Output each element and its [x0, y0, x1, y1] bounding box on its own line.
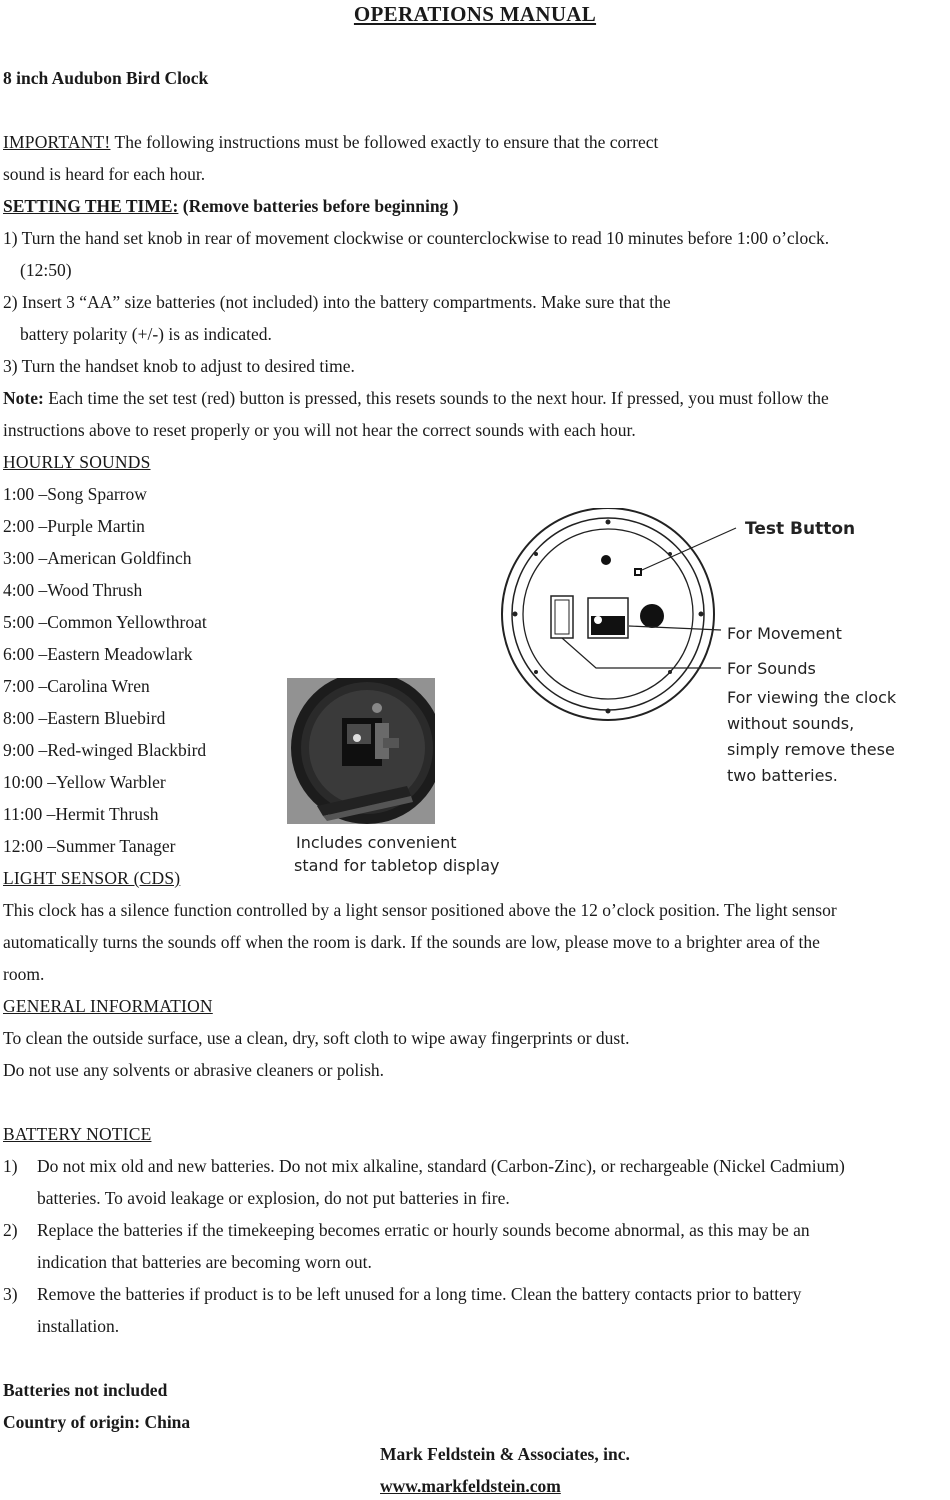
setting-time-heading: SETTING THE TIME: [3, 196, 179, 216]
light-sensor-line-1: This clock has a silence function controlled by a light sensor positioned above the 12 o’clock position. The light sensor [3, 900, 837, 920]
battery-item-number: 2) [3, 1220, 18, 1240]
viewing-note-4: two batteries. [727, 766, 838, 785]
hourly-sound-item: 5:00 –Common Yellowthroat [3, 612, 207, 632]
test-button-label: Test Button [745, 519, 856, 539]
hourly-sound-item: 10:00 –Yellow Warbler [3, 772, 166, 792]
note-text-2: instructions above to reset properly or you will not hear the correct sounds with each hour. [3, 420, 636, 440]
company-website-link[interactable]: www.markfeldstein.com [380, 1476, 561, 1496]
hourly-sound-item: 7:00 –Carolina Wren [3, 676, 150, 696]
photo-caption-1: Includes convenient [296, 833, 457, 852]
important-text-1: The following instructions must be followed exactly to ensure that the correct [110, 132, 659, 152]
battery-item-number: 3) [3, 1284, 18, 1304]
country-of-origin: Country of origin: China [3, 1412, 191, 1432]
setting-step-2a: 2) Insert 3 “AA” size batteries (not included) into the battery compartments. Make sure that the [3, 292, 671, 312]
important-line-1 [3, 131, 658, 153]
hourly-sound-item: 8:00 –Eastern Bluebird [3, 708, 166, 728]
product-name: 8 inch Audubon Bird Clock [3, 68, 209, 88]
important-label: IMPORTANT! [3, 132, 111, 152]
company-name: Mark Feldstein & Associates, inc. [380, 1444, 630, 1464]
viewing-note-1: For viewing the clock [727, 688, 897, 707]
battery-item-line-1: Do not mix old and new batteries. Do not mix alkaline, standard (Carbon-Zinc), or rechargeable (Nickel Cadmium) [37, 1156, 845, 1176]
battery-item-line-2: installation. [37, 1316, 120, 1336]
battery-item-line-2: batteries. To avoid leakage or explosion, do not put batteries in fire. [37, 1188, 510, 1208]
viewing-note-3: simply remove these [727, 740, 895, 759]
hourly-sound-item: 9:00 –Red-winged Blackbird [3, 740, 207, 760]
setting-step-2b: battery polarity (+/-) is as indicated. [20, 324, 272, 344]
hourly-sound-item: 12:00 –Summer Tanager [3, 836, 176, 856]
hourly-sound-item: 2:00 –Purple Martin [3, 516, 145, 536]
light-sensor-line-2: automatically turns the sounds off when the room is dark. If the sounds are low, please move to a brighter area of the [3, 932, 820, 952]
hourly-sound-item: 11:00 –Hermit Thrush [3, 804, 159, 824]
battery-item-line-2: indication that batteries are becoming worn out. [37, 1252, 372, 1272]
hourly-sound-item: 1:00 –Song Sparrow [3, 484, 147, 504]
note-label: Note: [3, 388, 44, 408]
battery-notice-heading: BATTERY NOTICE [3, 1124, 152, 1144]
for-sounds-label: For Sounds [727, 659, 816, 678]
viewing-note-2: without sounds, [727, 714, 855, 733]
hourly-sound-item: 6:00 –Eastern Meadowlark [3, 644, 193, 664]
setting-time-heading-line [3, 195, 459, 217]
battery-item-number: 1) [3, 1156, 18, 1176]
setting-step-3: 3) Turn the handset knob to adjust to desired time. [3, 356, 355, 376]
note-line-1 [3, 387, 829, 409]
setting-step-1b: (12:50) [20, 260, 72, 280]
batteries-not-included: Batteries not included [3, 1380, 168, 1400]
general-info-heading: GENERAL INFORMATION [3, 996, 213, 1016]
battery-item-line-1: Replace the batteries if the timekeeping becomes erratic or hourly sounds become abnormal, as this may be an [37, 1220, 810, 1240]
for-movement-label: For Movement [727, 624, 842, 643]
setting-time-heading-note: (Remove batteries before beginning ) [178, 196, 459, 216]
important-text-2: sound is heard for each hour. [3, 164, 206, 184]
light-sensor-heading: LIGHT SENSOR (CDS) [3, 868, 181, 888]
general-info-line-1: To clean the outside surface, use a clean, dry, soft cloth to wipe away fingerprints or dust. [3, 1028, 630, 1048]
note-text-1: Each time the set test (red) button is pressed, this resets sounds to the next hour. If pressed, you must follow the [43, 388, 829, 408]
hourly-sounds-heading: HOURLY SOUNDS [3, 452, 151, 472]
hourly-sound-item: 4:00 –Wood Thrush [3, 580, 143, 600]
setting-step-1a: 1) Turn the hand set knob in rear of movement clockwise or counterclockwise to read 10 minutes before 1:00 o’clock. [3, 228, 830, 248]
photo-caption-2: stand for tabletop display [294, 856, 500, 875]
general-info-line-2: Do not use any solvents or abrasive cleaners or polish. [3, 1060, 385, 1080]
battery-item-line-1: Remove the batteries if product is to be left unused for a long time. Clean the battery contacts prior to battery [37, 1284, 802, 1304]
hourly-sound-item: 3:00 –American Goldfinch [3, 548, 192, 568]
page-title: OPERATIONS MANUAL [353, 2, 597, 26]
light-sensor-line-3: room. [3, 964, 45, 984]
clock-stand-photo [287, 678, 435, 824]
